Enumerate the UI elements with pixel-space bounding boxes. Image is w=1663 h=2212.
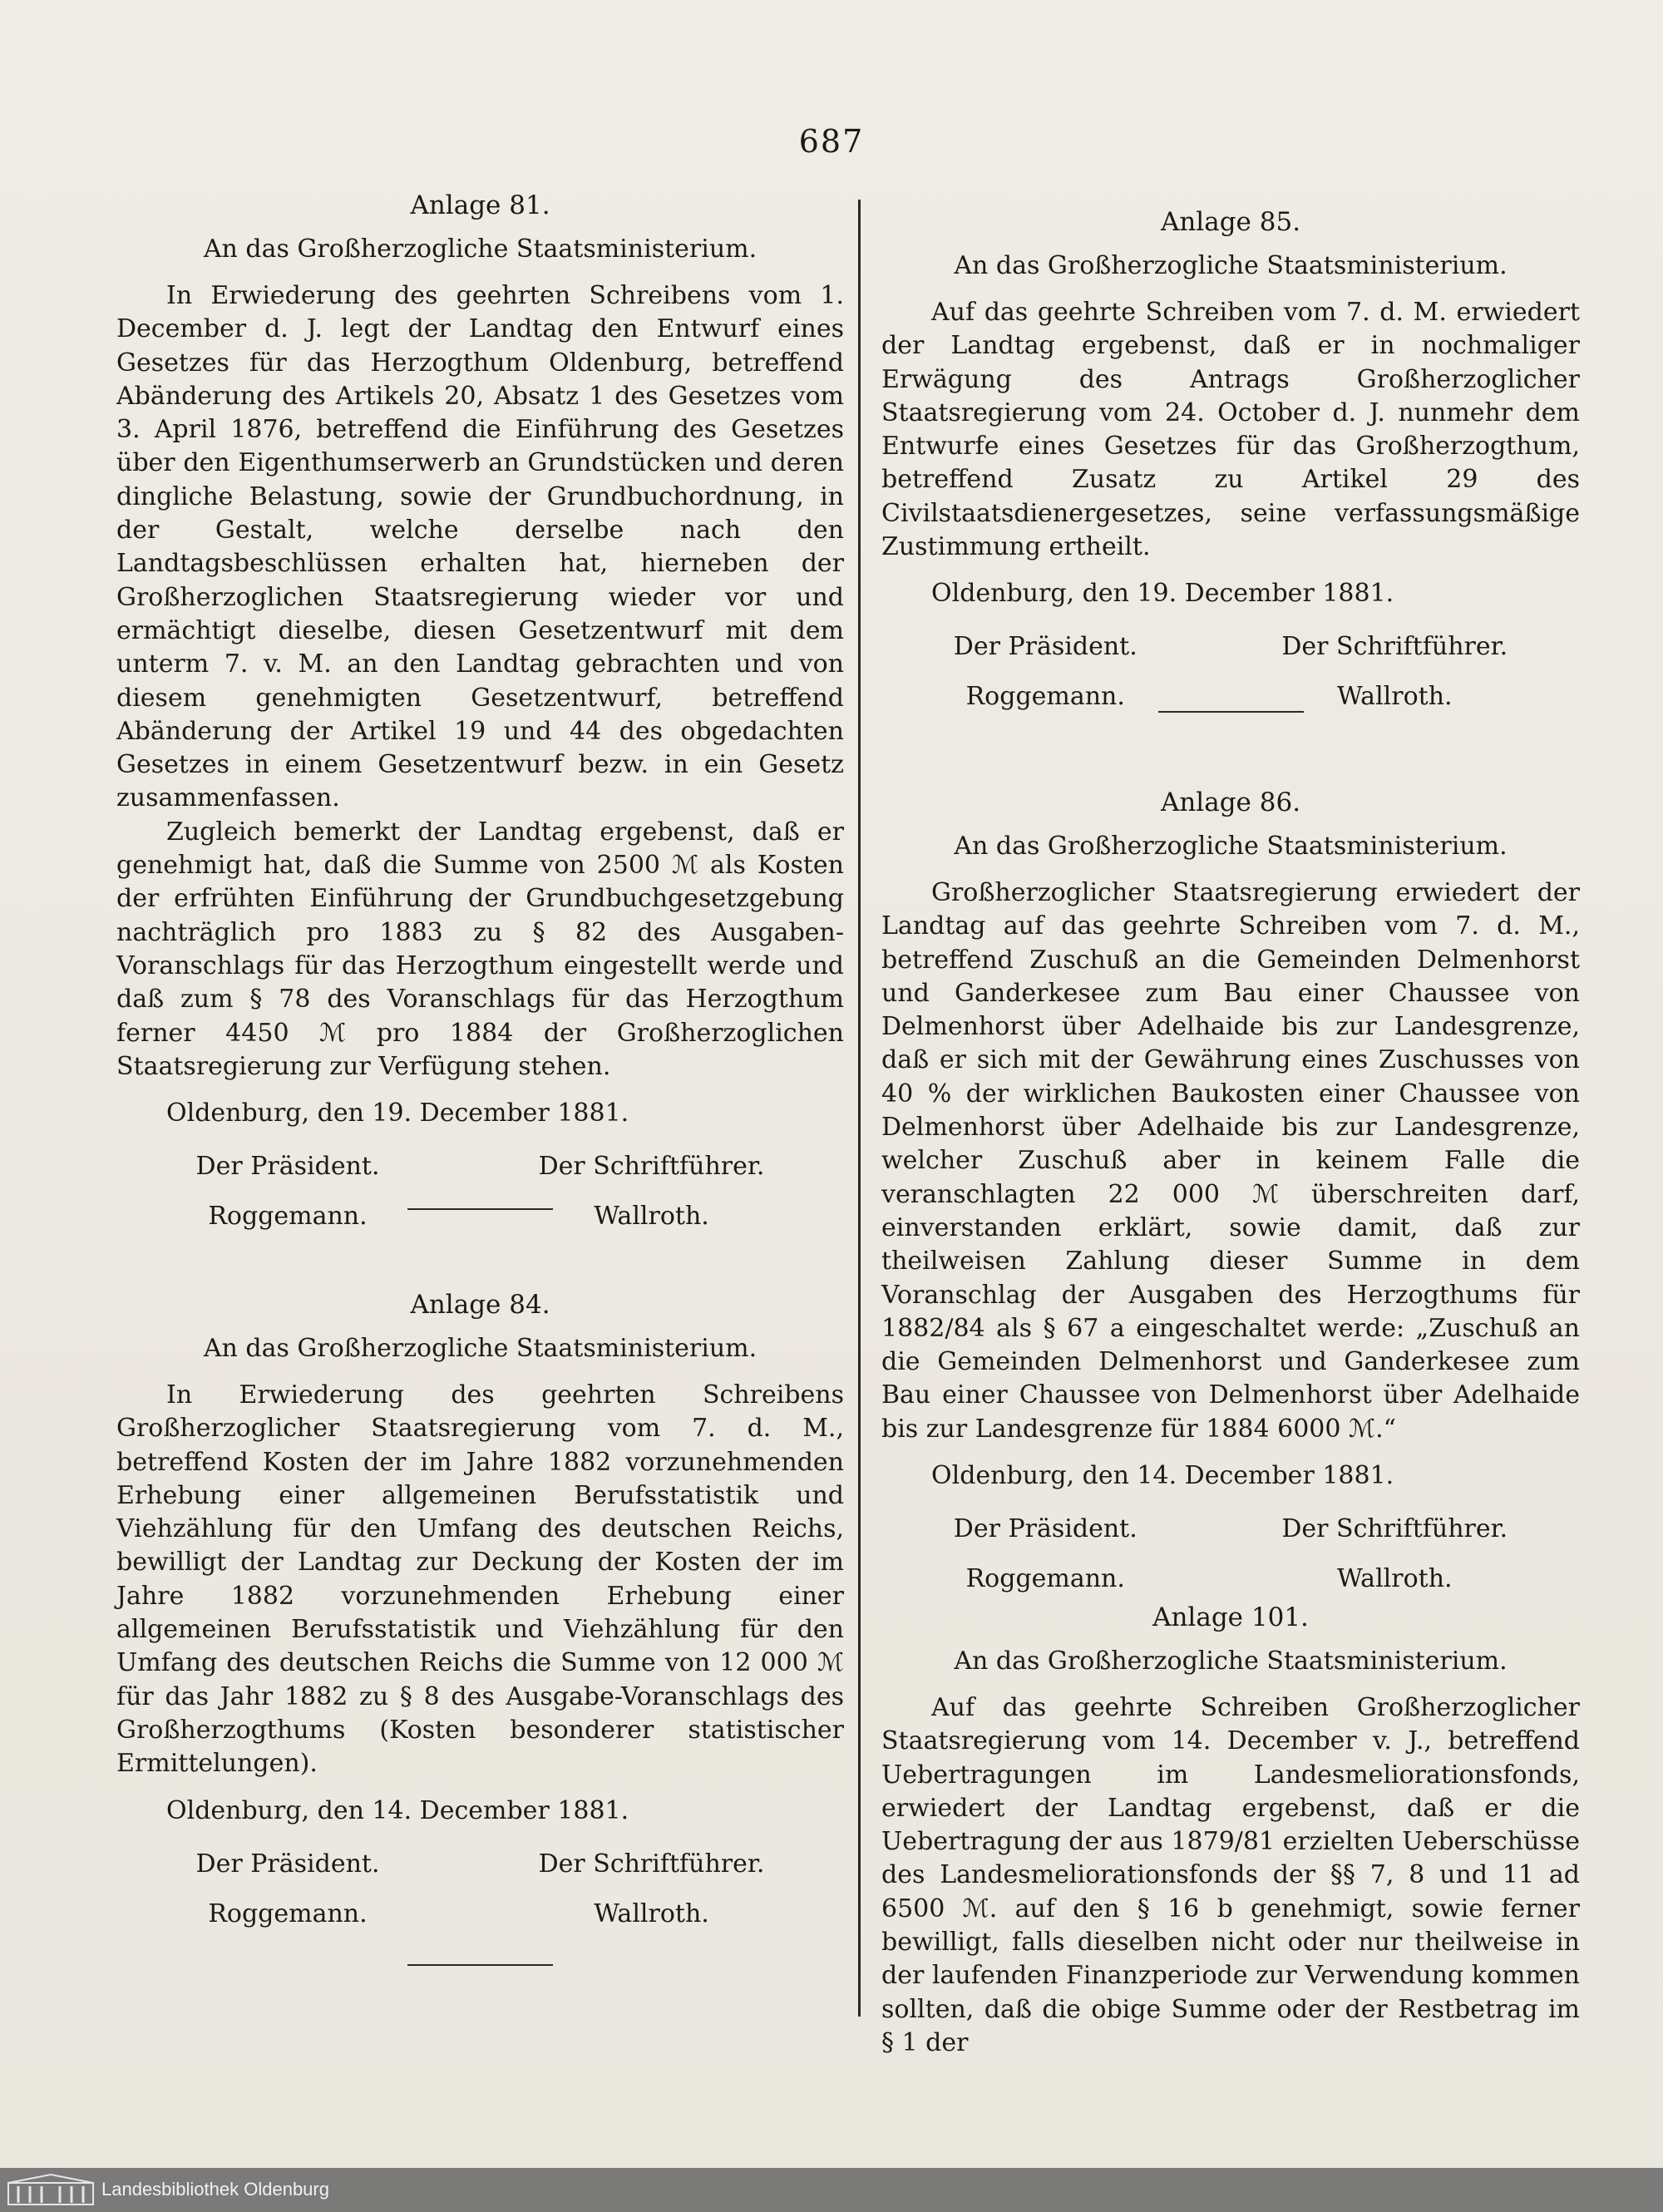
- section-addressee: An das Großherzogliche Staatsministerium.: [954, 832, 1508, 861]
- signature-block: [881, 630, 1580, 713]
- president-title: Der Präsident.: [953, 1514, 1137, 1544]
- dateline: Oldenburg, den 14. December 1881.: [931, 1461, 1394, 1491]
- dateline: Oldenburg, den 19. December 1881.: [166, 1099, 629, 1128]
- separator-rule: [1158, 711, 1304, 713]
- footer-label: Landesbibliothek Oldenburg: [101, 2179, 329, 2200]
- body-paragraph: In Erwiederung des geehrten Schreibens Großherzoglicher Staatsregierung vom 7. d. M., betreffend Kosten der im Jahre 1882 vorzunehmenden Erhebung einer allgemeinen Berufsstatistik und Viehzählung für den Umfang des deutschen Reichs, bewilligt der Landtag zur Deckung der Kosten der im Jahre 1882 vorzunehmenden Erhebung einer allgemeinen Berufsstatistik und Viehzählung für den Umfang des deutschen Reichs die Summe von 12 000 ℳ für das Jahr 1882 zu § 8 des Ausgabe-Voranschlags des Großherzogthums (Kosten besonderer statistischer Ermittelungen).: [116, 1380, 844, 1779]
- separator-rule: [407, 1208, 553, 1210]
- section-anlage-101: [881, 1597, 1580, 2060]
- secretary-name: Wallroth.: [594, 1898, 709, 1928]
- president-title: Der Präsident.: [195, 1152, 380, 1182]
- section-addressee: An das Großherzogliche Staatsministerium.: [954, 1647, 1508, 1676]
- section-heading: Anlage 101.: [1152, 1602, 1309, 1632]
- body-paragraph: In Erwiederung des geehrten Schreibens vom 1. December d. J. legt der Landtag den Entwurf eines Gesetzes für das Herzogthum Oldenburg, betreffend Abänderung des Artikels 20, Absatz 1 des Gesetzes vom 3. April 1876, betreffend die Einführung des Gesetzes über den Eigenthumserwerb an Grundstücken und deren dingliche Belastung, sowie der Grundbuchordnung, in der Gestalt, welche derselbe nach den Landtagsbeschlüssen erhalten hat, hierneben der Großherzoglichen Staatsregierung wieder vor und ermächtigt dieselbe, diesen Gesetzentwurf mit dem unterm 7. v. M. an den Landtag gebrachten und von diesem genehmigten Gesetzentwurf, betreffend Abänderung der Artikel 19 und 44 des obgedachten Gesetzes in einem Gesetzentwurf bezw. in ein Gesetz zusammenfassen.: [116, 281, 844, 813]
- section-heading: Anlage 85.: [1160, 207, 1301, 237]
- secretary-title: Der Schriftführer.: [538, 1849, 765, 1879]
- section-anlage-84: [116, 1284, 844, 1931]
- section-anlage-85: [881, 201, 1580, 713]
- secretary-title: Der Schriftführer.: [538, 1152, 765, 1182]
- body-paragraph: Auf das geehrte Schreiben Großherzoglicher Staatsregierung vom 14. December v. J., betreffend Uebertragungen im Landesmeliorationsfonds, erwiedert der Landtag ergebenst, daß er die Uebertragung der aus 1879/81 erzielten Ueberschüsse des Landesmeliorationsfonds der §§ 7, 8 und 11 ad 6500 ℳ. auf den § 16 b genehmigt, sowie ferner bewilligt, falls dieselben nicht oder nur theilweise in der laufenden Finanzperiode zur Verwendung kommen sollten, daß die obige Summe oder der Restbetrag im § 1 der: [881, 1693, 1580, 2057]
- secretary-name: Wallroth.: [1336, 1564, 1453, 1594]
- section-addressee: An das Großherzogliche Staatsministerium.: [203, 235, 757, 264]
- president-name: Roggemann.: [965, 682, 1125, 712]
- section-anlage-81: [116, 185, 844, 1233]
- president-name: Roggemann.: [208, 1898, 368, 1928]
- secretary-title: Der Schriftführer.: [1281, 632, 1508, 662]
- separator: [881, 711, 1580, 713]
- president-name: Roggemann.: [965, 1564, 1125, 1594]
- dateline: Oldenburg, den 14. December 1881.: [166, 1795, 629, 1825]
- dateline: Oldenburg, den 19. December 1881.: [931, 579, 1394, 609]
- secretary-name: Wallroth.: [594, 1202, 709, 1232]
- section-anlage-86: [881, 782, 1580, 1596]
- president-title: Der Präsident.: [953, 632, 1137, 662]
- separator-rule: [407, 1964, 553, 1966]
- footer-bar: [0, 2168, 1663, 2212]
- column-divider: [858, 200, 861, 2017]
- section-addressee: An das Großherzogliche Staatsministerium.: [954, 251, 1508, 280]
- section-heading: Anlage 86.: [1160, 788, 1301, 817]
- signature-block: [116, 1848, 844, 1931]
- secretary-title: Der Schriftführer.: [1281, 1514, 1508, 1544]
- signature-block: [881, 1513, 1580, 1596]
- page-number: 687: [798, 123, 865, 160]
- library-building-icon: [7, 2173, 95, 2206]
- president-title: Der Präsident.: [195, 1849, 380, 1879]
- section-addressee: An das Großherzogliche Staatsministerium.: [203, 1334, 757, 1363]
- secretary-name: Wallroth.: [1336, 682, 1453, 712]
- body-paragraph: Großherzoglicher Staatsregierung erwiedert der Landtag auf das geehrte Schreiben vom 7. d. M., betreffend Zuschuß an die Gemeinden Delmenhorst und Ganderkesee zum Bau einer Chaussee von Delmenhorst über Adelhaide bis zur Landesgrenze, daß er sich mit der Gewährung eines Zuschusses von 40 % der wirklichen Baukosten einer Chaussee von Delmenhorst über Adelhaide bis zur Landesgrenze, welcher Zuschuß aber in keinem Falle die veranschlagten 22 000 ℳ überschreiten darf, einverstanden erklärt, sowie damit, daß zur theilweisen Zahlung dieser Summe in dem Voranschlag der Ausgaben des Herzogthums für 1882/84 als § 67 a eingeschaltet werde: „Zuschuß an die Gemeinden Delmenhorst und Ganderkesee zum Bau einer Chaussee von Delmenhorst über Adelhaide bis zur Landesgrenze für 1884 6000 ℳ.“: [881, 878, 1580, 1444]
- signature-block: [116, 1150, 844, 1233]
- body-paragraph: Zugleich bemerkt der Landtag ergebenst, daß er genehmigt hat, daß die Summe von 2500 ℳ als Kosten der erfrühten Einführung der Grundbuchgesetzgebung nachträglich pro 1883 zu § 82 des Ausgaben-Voranschlags für das Herzogthum eingestellt werde und daß zum § 78 des Voranschlags für das Herzogthum ferner 4450 ℳ pro 1884 der Großherzoglichen Staatsregierung zur Verfügung stehen.: [116, 817, 844, 1081]
- separator: [116, 1964, 844, 1966]
- section-heading: Anlage 81.: [410, 190, 550, 220]
- president-name: Roggemann.: [208, 1202, 368, 1232]
- section-heading: Anlage 84.: [410, 1290, 550, 1320]
- separator: [116, 1208, 844, 1210]
- body-paragraph: Auf das geehrte Schreiben vom 7. d. M. erwiedert der Landtag ergebenst, daß er in nochmaliger Erwägung des Antrags Großherzoglicher Staatsregierung vom 24. October d. J. nunmehr dem Entwurfe eines Gesetzes für das Großherzogthum, betreffend Zusatz zu Artikel 29 des Civilstaatsdienergesetzes, seine verfassungsmäßige Zustimmung ertheilt.: [881, 298, 1580, 562]
